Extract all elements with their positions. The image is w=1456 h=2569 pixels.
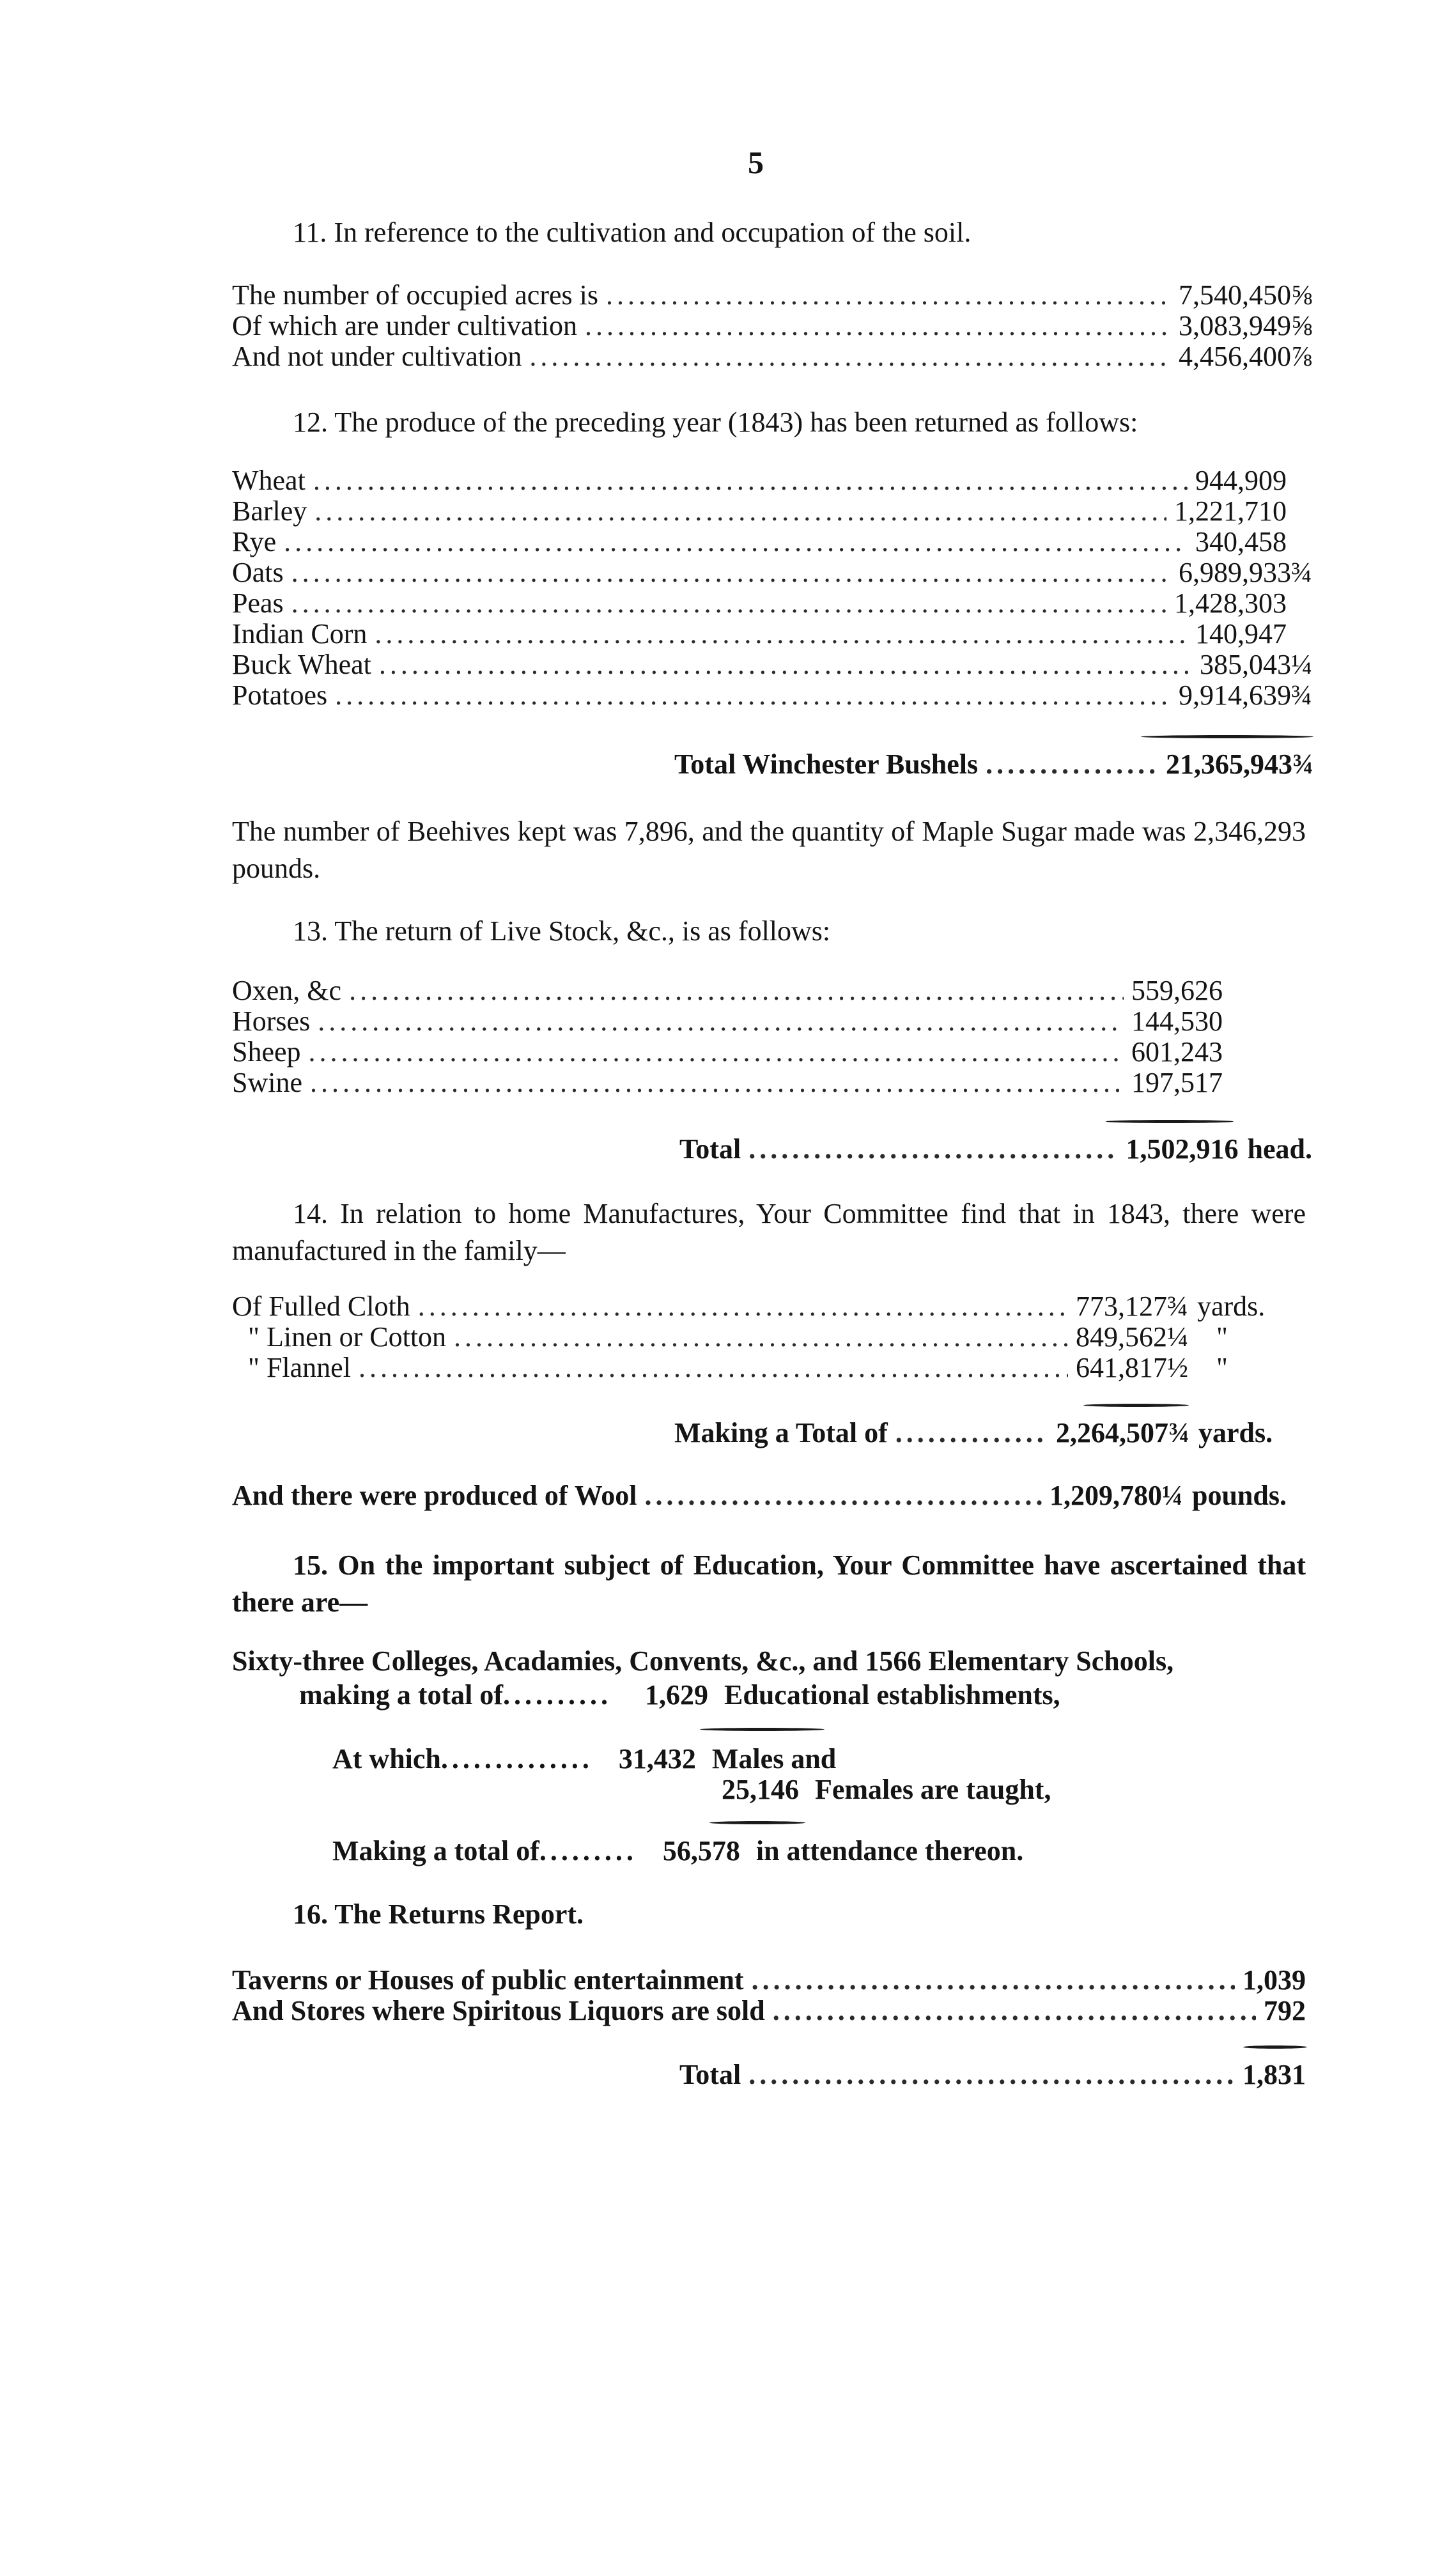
table-row: Swine ..... 197,517 [232, 1067, 1223, 1098]
table-row: Taverns or Houses of public entertainment ..... 1,039 [232, 1965, 1306, 1996]
table-row: Horses ..... 144,530 [232, 1006, 1223, 1037]
sum-rule [1243, 2045, 1307, 2049]
section-11-heading: 11. In reference to the cultivation and occupation of the soil. [293, 217, 972, 248]
table-row: Oxen, &c ..... 559,626 [232, 975, 1223, 1006]
total-row: Making a Total of ..... 2,264,507¾ yards. [674, 1418, 1282, 1448]
table-row: And Stores where Spiritous Liquors are sold ..... 792 [232, 1996, 1306, 2026]
table-row: Sheep ..... 601,243 [232, 1037, 1223, 1067]
table-row: Indian Corn ..... 140,947 [232, 619, 1287, 649]
beehives-note: The number of Beehives kept was 7,896, and the quantity of Maple Sugar made was 2,346,293 pounds. [232, 816, 1306, 884]
females-line: 25,146 Females are taught, [722, 1774, 1051, 1805]
section-16-heading: 16. The Returns Report. [293, 1898, 584, 1930]
total-row: Total ..... 1,502,916 head. [679, 1134, 1312, 1165]
education-line: Sixty-three Colleges, Acadamies, Convents, &c., and 1566 Elementary Schools, [232, 1645, 1174, 1677]
at-which-line: At which.............. 31,432 Males and [332, 1743, 837, 1774]
section-13-heading: 13. The return of Live Stock, &c., is as follows: [293, 915, 831, 947]
table-row: Of which are under cultivation ..... 3,083,949⅝ [232, 311, 1312, 341]
wool-row: And there were produced of Wool ..... 1,209,780¼ pounds. [232, 1480, 1287, 1511]
table-row: Barley ..... 1,221,710 [232, 496, 1287, 527]
table-row: Oats ..... 6,989,933¾ [232, 557, 1312, 588]
table-row: " Flannel ..... 641,817½ " [232, 1353, 1280, 1383]
sum-rule [709, 1821, 805, 1824]
table-row: Of Fulled Cloth ..... 773,127¾ yards. [232, 1291, 1280, 1322]
section-14-intro: 14. In relation to home Manufactures, Your Committee find that in 1843, there were manufactured in the family— [232, 1198, 1306, 1266]
sum-rule [1141, 735, 1313, 738]
total-row: Total Winchester Bushels ..... 21,365,943¾ [674, 749, 1313, 780]
section-15-intro: 15. On the important subject of Education, Your Committee have ascertained that there are— [232, 1549, 1306, 1618]
education-total-line: making a total of.......... 1,629 Educational establishments, [299, 1679, 1060, 1711]
sum-rule [1106, 1120, 1234, 1123]
sum-rule [700, 1728, 825, 1731]
total-row: Total ..... 1,831 [679, 2060, 1306, 2090]
table-row: Buck Wheat ..... 385,043¼ [232, 649, 1312, 680]
table-row: Rye ..... 340,458 [232, 527, 1287, 557]
table-row: Potatoes ..... 9,914,639¾ [232, 680, 1312, 711]
table-row: The number of occupied acres is ..... 7,540,450⅝ [232, 280, 1312, 311]
section-12-heading: 12. The produce of the preceding year (1843) has been returned as follows: [293, 407, 1138, 438]
table-row: Peas ..... 1,428,303 [232, 588, 1287, 619]
table-row: And not under cultivation ..... 4,456,400⅞ [232, 341, 1312, 372]
sum-rule [1083, 1404, 1189, 1407]
table-row: Wheat ..... 944,909 [232, 465, 1287, 496]
attendance-total-line: Making a total of......... 56,578 in attendance thereon. [332, 1835, 1024, 1867]
page-number: 5 [748, 144, 764, 180]
table-row: " Linen or Cotton ..... 849,562¼ " [232, 1322, 1280, 1353]
